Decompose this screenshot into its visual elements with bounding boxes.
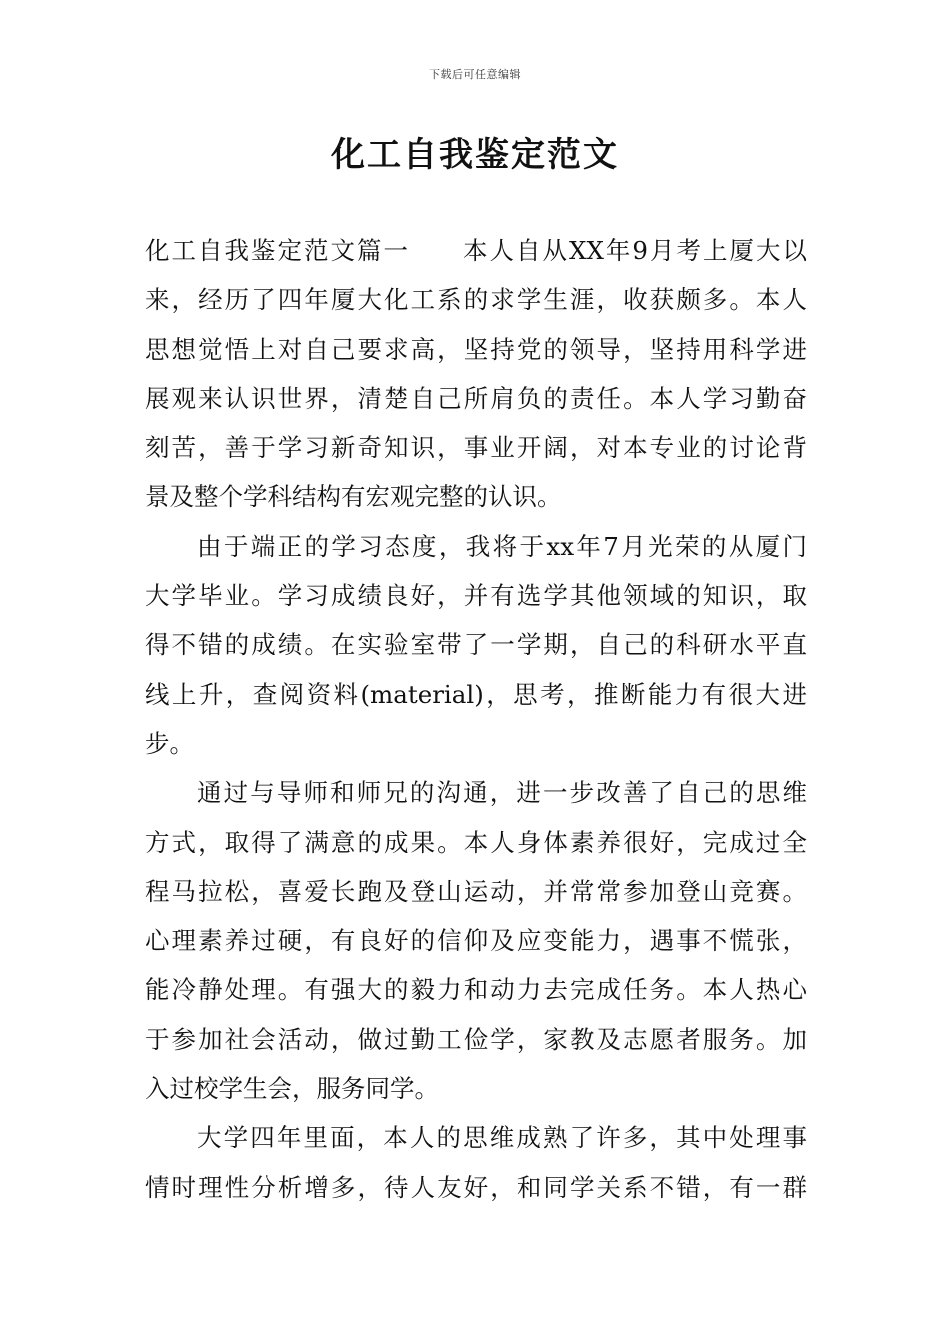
paragraph-2-line: 线上升，查阅资料(material)，思考，推断能力有很大进 xyxy=(145,679,807,709)
paragraph-2-line: 步。 xyxy=(145,728,194,758)
paragraph-1-line: 展观来认识世界，清楚自己所肩负的责任。本人学习勤奋 xyxy=(145,383,807,413)
paragraph-3-line: 入过校学生会，服务同学。 xyxy=(145,1074,439,1104)
paragraph-1-line: 来，经历了四年厦大化工系的求学生涯，收获颇多。本人 xyxy=(145,285,807,315)
paragraph-1-line: 思想觉悟上对自己要求高，坚持党的领导，坚持用科学进 xyxy=(145,334,807,364)
paragraph-4-line: 大学四年里面，本人的思维成熟了许多，其中处理事 xyxy=(197,1123,807,1153)
paragraph-3-line: 通过与导师和师兄的沟通，进一步改善了自己的思维 xyxy=(197,778,807,808)
paragraph-3-line: 心理素养过硬，有良好的信仰及应变能力，遇事不慌张， xyxy=(145,926,807,956)
paragraph-2-line: 由于端正的学习态度，我将于xx年7月光荣的从厦门 xyxy=(197,531,807,561)
document-title: 化工自我鉴定范文 xyxy=(331,135,619,175)
paragraph-3-line: 程马拉松，喜爱长跑及登山运动，并常常参加登山竞赛。 xyxy=(145,876,807,906)
paragraph-1-line: 刻苦，善于学习新奇知识，事业开阔，对本专业的讨论背 xyxy=(145,433,807,463)
paragraph-4-line: 情时理性分析增多，待人友好，和同学关系不错，有一群 xyxy=(145,1172,807,1202)
paragraph-3-line: 能冷静处理。有强大的毅力和动力去完成任务。本人热心 xyxy=(145,975,807,1005)
paragraph-1-line: 景及整个学科结构有宏观完整的认识。 xyxy=(145,482,562,512)
paragraph-2-line: 大学毕业。学习成绩良好，并有选学其他领域的知识，取 xyxy=(145,581,807,611)
document-body xyxy=(145,226,807,1212)
paragraph-2-line: 得不错的成绩。在实验室带了一学期，自己的科研水平直 xyxy=(145,630,807,660)
paragraph-1-line: 化工自我鉴定范文篇一 本人自从XX年9月考上厦大以 xyxy=(145,236,807,265)
paragraph-3-line: 方式，取得了满意的成果。本人身体素养很好，完成过全 xyxy=(145,827,807,857)
page-header-note: 下载后可任意编辑 xyxy=(429,68,521,81)
paragraph-3-line: 于参加社会活动，做过勤工俭学，家教及志愿者服务。加 xyxy=(145,1024,807,1054)
